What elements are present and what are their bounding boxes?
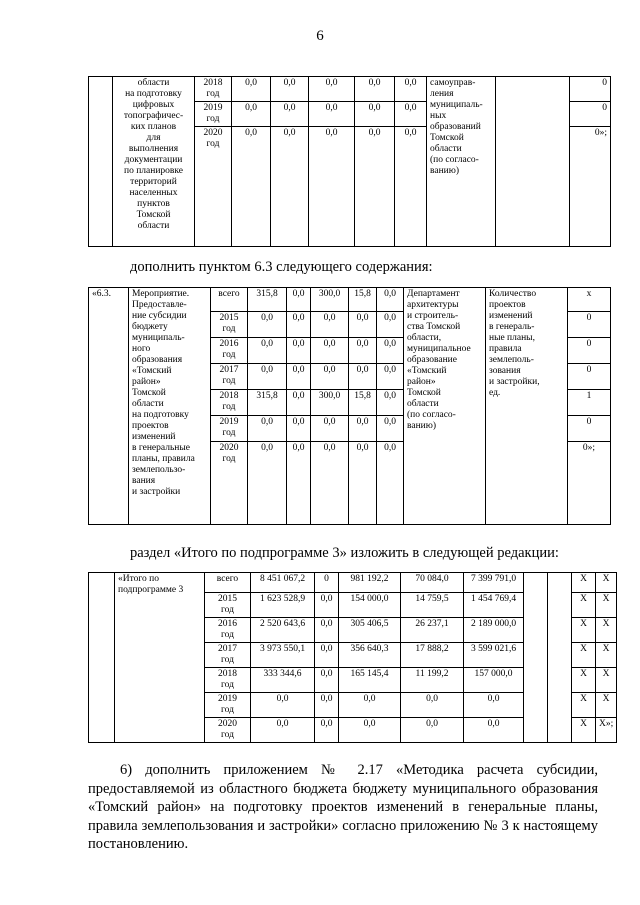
value-cell: 165 145,4 [339, 668, 401, 693]
value-cell: 0,0 [377, 416, 404, 442]
value-cell: 0,0 [377, 312, 404, 338]
value-cell: 315,8 [248, 390, 287, 416]
value-cell: 17 888,2 [401, 643, 464, 668]
value-cell: 0,0 [339, 693, 401, 718]
value-cell: 0,0 [315, 718, 339, 743]
value-cell: 0,0 [311, 416, 349, 442]
value-cell: 0,0 [248, 442, 287, 525]
year-cell: 2018 год [211, 390, 248, 416]
value-cell: 300,0 [311, 390, 349, 416]
value-cell: 14 759,5 [401, 593, 464, 618]
x-cell: Х [572, 573, 596, 593]
value-cell: 0,0 [311, 442, 349, 525]
value-cell: 0,0 [315, 693, 339, 718]
value-cell: 0,0 [311, 364, 349, 390]
year-cell: 2015 год [211, 312, 248, 338]
value-cell: 0,0 [248, 338, 287, 364]
x-cell: Х [572, 643, 596, 668]
empty-cell [89, 77, 113, 247]
year-cell: 2018 год [195, 77, 232, 102]
value-cell: 0,0 [232, 127, 271, 247]
year-cell: 2016 год [211, 338, 248, 364]
indicator-value-cell: х [568, 288, 611, 312]
value-cell: 0,0 [309, 102, 355, 127]
value-cell: 0,0 [248, 312, 287, 338]
empty-cell [548, 573, 572, 743]
value-cell: 0,0 [232, 102, 271, 127]
value-cell: 315,8 [248, 288, 287, 312]
value-cell: 0,0 [287, 288, 311, 312]
value-cell: 154 000,0 [339, 593, 401, 618]
value-cell: 0,0 [349, 338, 377, 364]
page-number: 6 [316, 28, 324, 44]
year-cell: 2020 год [211, 442, 248, 525]
year-cell: всего [211, 288, 248, 312]
value-cell: 0,0 [287, 416, 311, 442]
value-cell: 333 344,6 [251, 668, 315, 693]
value-cell: 70 084,0 [401, 573, 464, 593]
value-cell: 0,0 [287, 338, 311, 364]
year-cell: 2020 год [205, 718, 251, 743]
year-cell: 2019 год [205, 693, 251, 718]
value-cell: 0,0 [401, 718, 464, 743]
value-cell: 15,8 [349, 390, 377, 416]
value-cell: 0,0 [251, 718, 315, 743]
value-cell: 1 454 769,4 [464, 593, 524, 618]
value-cell: 0 [315, 573, 339, 593]
value-cell: 0,0 [349, 442, 377, 525]
x-cell: Х [596, 693, 617, 718]
value-cell: 3 599 021,6 [464, 643, 524, 668]
value-cell: 0,0 [349, 416, 377, 442]
value-cell: 0,0 [377, 338, 404, 364]
value-cell: 3 973 550,1 [251, 643, 315, 668]
year-cell: 2017 год [211, 364, 248, 390]
total-label-cell: «Итого по подпрограмме 3 [115, 573, 205, 743]
value-cell: 0,0 [401, 693, 464, 718]
value-cell: 0,0 [315, 593, 339, 618]
instruction-total-section: раздел «Итого по подпрограмме 3» изложить в следующей редакции: [130, 545, 559, 561]
x-cell: Х [572, 593, 596, 618]
value-cell: 981 192,2 [339, 573, 401, 593]
x-cell: Х [596, 668, 617, 693]
x-cell: Х [596, 643, 617, 668]
indicator-value-cell: 0 [570, 102, 611, 127]
x-cell: Х [572, 693, 596, 718]
indicator-value-cell: 0»; [568, 442, 611, 525]
year-cell: 2019 год [195, 102, 232, 127]
value-cell: 0,0 [309, 77, 355, 102]
table-subprogram-total [88, 572, 617, 743]
value-cell: 0,0 [349, 364, 377, 390]
value-cell: 26 237,1 [401, 618, 464, 643]
indicator-value-cell: 0 [568, 312, 611, 338]
value-cell: 0,0 [377, 364, 404, 390]
x-cell: Х [596, 618, 617, 643]
value-cell: 300,0 [311, 288, 349, 312]
table-continuation [88, 76, 611, 247]
value-cell: 0,0 [395, 77, 427, 102]
indicator-value-cell: 0 [570, 77, 611, 102]
value-cell: 305 406,5 [339, 618, 401, 643]
x-cell: Х [572, 618, 596, 643]
value-cell: 0,0 [271, 127, 309, 247]
value-cell: 0,0 [315, 668, 339, 693]
year-cell: 2015 год [205, 593, 251, 618]
year-cell: 2020 год [195, 127, 232, 247]
value-cell: 0,0 [395, 102, 427, 127]
value-cell: 8 451 067,2 [251, 573, 315, 593]
empty-cell [524, 573, 548, 743]
value-cell: 0,0 [355, 102, 395, 127]
value-cell: 0,0 [315, 643, 339, 668]
value-cell: 0,0 [395, 127, 427, 247]
measure-cell: области на подготовку цифровых топографичес- ких планов для выполнения документации по планировке территорий населенных пунктов Томской области [113, 77, 195, 247]
value-cell: 0,0 [248, 416, 287, 442]
value-cell: 0,0 [271, 77, 309, 102]
year-cell: 2017 год [205, 643, 251, 668]
value-cell: 0,0 [355, 127, 395, 247]
indicator-cell: Количество проектов изменений в генераль- ные планы, правила землеполь- зования и застройки, ед. [486, 288, 568, 525]
table-item-6-3 [88, 287, 611, 525]
empty-cell [89, 573, 115, 743]
value-cell: 0,0 [377, 442, 404, 525]
value-cell: 0,0 [287, 364, 311, 390]
instruction-add-6-3: дополнить пунктом 6.3 следующего содержания: [130, 259, 433, 275]
indicator-cell [496, 77, 570, 247]
value-cell: 0,0 [248, 364, 287, 390]
executor-cell: самоуправ- ления муниципаль- ных образований Томской области (по согласо- ванию) [427, 77, 496, 247]
value-cell: 15,8 [349, 288, 377, 312]
x-cell: Х [596, 573, 617, 593]
value-cell: 0,0 [311, 338, 349, 364]
year-cell: всего [205, 573, 251, 593]
value-cell: 0,0 [464, 718, 524, 743]
value-cell: 2 189 000,0 [464, 618, 524, 643]
x-cell: Х [572, 718, 596, 743]
measure-cell: Мероприятие. Предоставле- ние субсидии бюджету муниципаль- ного образования «Томский район» Томской области на подготовку проектов изменений в генеральные планы, правила землепользо- вания и застройки [129, 288, 211, 525]
value-cell: 0,0 [349, 312, 377, 338]
year-cell: 2016 год [205, 618, 251, 643]
value-cell: 2 520 643,6 [251, 618, 315, 643]
value-cell: 0,0 [287, 312, 311, 338]
paragraph-6-text: 6) дополнить приложением № 2.17 «Методика расчета субсидии, предоставляемой из областного бюджета бюджету муниципального образования «Томский район» на подготовку проектов изменений в генеральные планы, правила землепользования и застройки» согласно приложению № 3 к настоящему постановлению. [88, 762, 598, 852]
value-cell: 0,0 [355, 77, 395, 102]
x-cell: Х [572, 668, 596, 693]
value-cell: 0,0 [251, 693, 315, 718]
value-cell: 1 623 528,9 [251, 593, 315, 618]
value-cell: 0,0 [464, 693, 524, 718]
x-cell: Х [596, 593, 617, 618]
value-cell: 0,0 [232, 77, 271, 102]
value-cell: 0,0 [309, 127, 355, 247]
indicator-value-cell: 1 [568, 390, 611, 416]
year-cell: 2018 год [205, 668, 251, 693]
executor-cell: Департамент архитектуры и строитель- ства Томской области, муниципальное образование «Томский район» Томской области (по согласо- ванию) [404, 288, 486, 525]
value-cell: 7 399 791,0 [464, 573, 524, 593]
value-cell: 0,0 [287, 442, 311, 525]
year-cell: 2019 год [211, 416, 248, 442]
item-number-cell: «6.3. [89, 288, 129, 525]
value-cell: 0,0 [339, 718, 401, 743]
paragraph-6 [88, 761, 598, 854]
x-cell: Х»; [596, 718, 617, 743]
value-cell: 0,0 [287, 390, 311, 416]
value-cell: 0,0 [311, 312, 349, 338]
value-cell: 11 199,2 [401, 668, 464, 693]
value-cell: 0,0 [377, 390, 404, 416]
indicator-value-cell: 0 [568, 364, 611, 390]
value-cell: 356 640,3 [339, 643, 401, 668]
value-cell: 157 000,0 [464, 668, 524, 693]
indicator-value-cell: 0»; [570, 127, 611, 247]
value-cell: 0,0 [315, 618, 339, 643]
value-cell: 0,0 [271, 102, 309, 127]
value-cell: 0,0 [377, 288, 404, 312]
indicator-value-cell: 0 [568, 338, 611, 364]
indicator-value-cell: 0 [568, 416, 611, 442]
